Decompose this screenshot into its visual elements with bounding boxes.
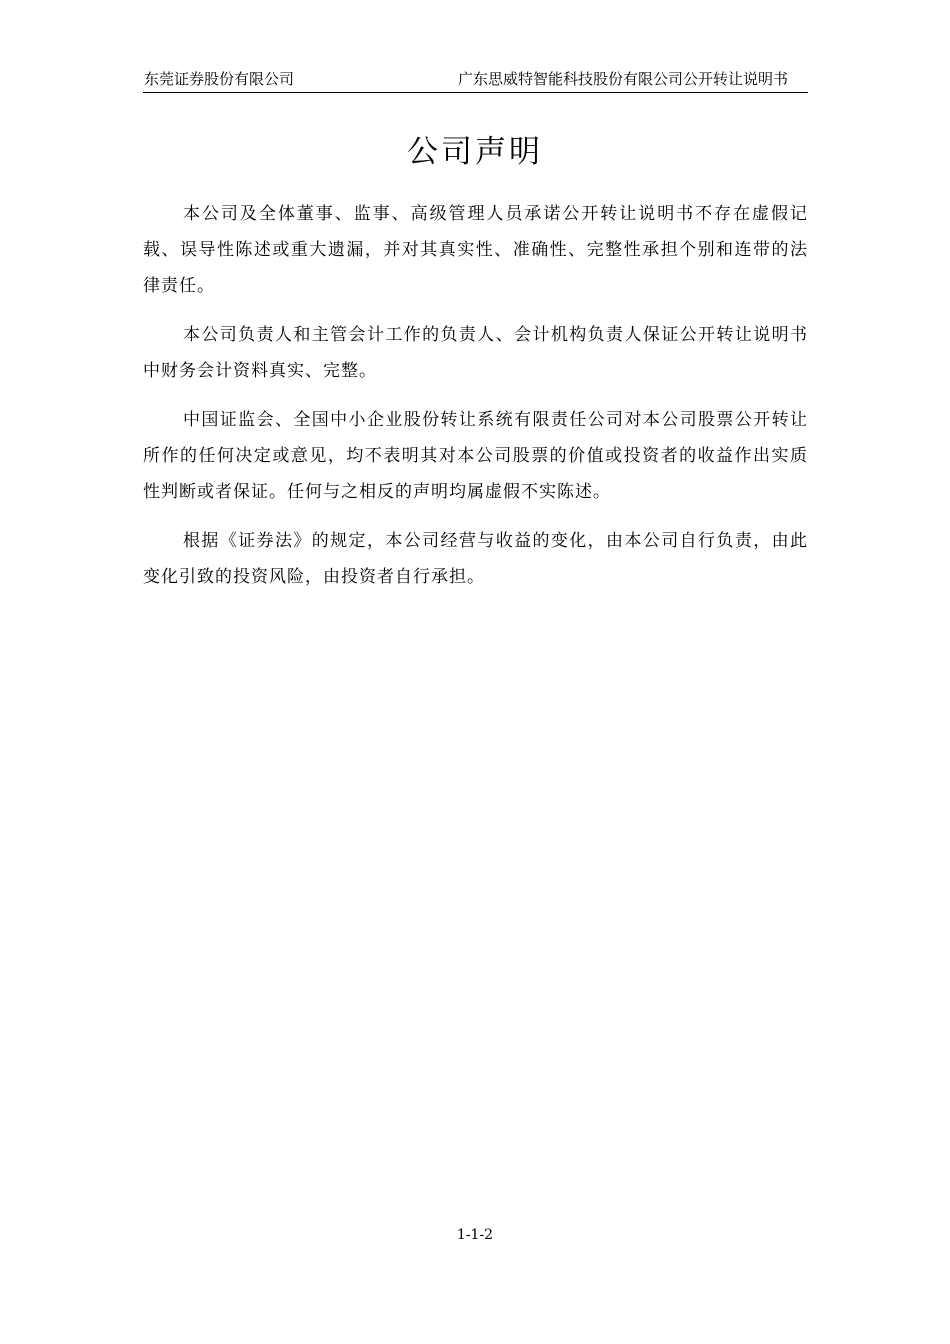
page-number: 1-1-2 (456, 1227, 494, 1243)
page-title: 公司声明 (407, 134, 543, 170)
header-company-name: 东莞证券股份有限公司 (144, 70, 295, 88)
page-header (143, 66, 808, 93)
header-document-title: 广东思威特智能科技股份有限公司公开转让说明书 (457, 70, 788, 88)
statement-body (143, 196, 808, 608)
statement-paragraph: 根据《证券法》的规定，本公司经营与收益的变化，由本公司自行负责，由此变化引致的投资风险，由投资者自行承担。 (143, 531, 808, 587)
statement-paragraph: 中国证监会、全国中小企业股份转让系统有限责任公司对本公司股票公开转让所作的任何决定或意见，均不表明其对本公司股票的价值或投资者的收益作出实质性判断或者保证。任何与之相反的声明均属虚假不实陈述。 (143, 410, 808, 502)
statement-paragraph: 本公司及全体董事、监事、高级管理人员承诺公开转让说明书不存在虚假记载、误导性陈述或重大遗漏，并对其真实性、准确性、完整性承担个别和连带的法律责任。 (143, 204, 808, 296)
statement-paragraph: 本公司负责人和主管会计工作的负责人、会计机构负责人保证公开转让说明书中财务会计资料真实、完整。 (143, 325, 808, 381)
